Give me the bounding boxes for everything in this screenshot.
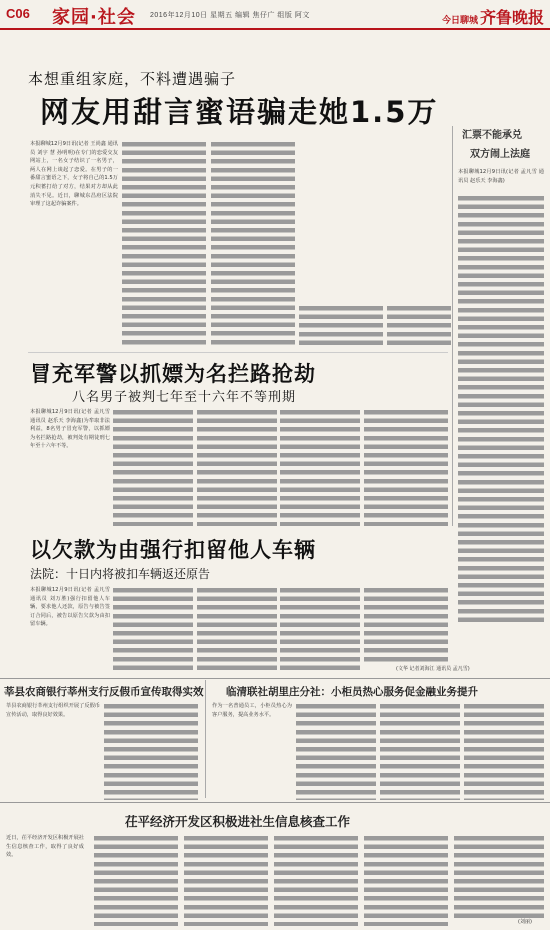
sidebar-title: 汇票不能承兑 — [462, 130, 522, 141]
sidebar-byline: 本报聊城12月9日讯(记者 孟凡雪 通讯员 赵乐天 李海鑫) — [458, 169, 544, 184]
article5-body-col3 — [380, 702, 460, 800]
article2-body-col3 — [197, 408, 277, 526]
article6-body-col4 — [274, 834, 358, 926]
article6-body-col5 — [364, 834, 448, 926]
divider — [28, 352, 448, 353]
article3-body-col4 — [280, 586, 360, 674]
article3-body-col1: 本报聊城12月9日讯(记者 孟凡雪 通讯员 刘万胜)强行扣留他人车辆，要求他人还款，原告与被告签订合同后，被告以原告欠款为由扣留车辆。 — [30, 587, 110, 628]
article1-body-col4 — [299, 304, 383, 346]
issue-meta: 2016年12月10日 星期五 编辑 焦仔广 组版 阿文 — [150, 12, 310, 19]
article2-subhead: 八名男子被判七年至十六年不等刑期 — [72, 390, 297, 405]
article2-body-col1: 本报聊城12月9日讯(记者 孟凡雪 通讯员 赵乐天 李海鑫)为牟取非法利益，8名男子冒充军警，以抓嫖为名拦路抢劫，被判处有期徒刑七年至十六年不等。 — [30, 409, 110, 450]
article3-headline: 以欠款为由强行扣留他人车辆 — [30, 538, 316, 562]
article4-body-col2 — [104, 702, 198, 800]
divider — [205, 680, 206, 798]
article1-body-col1 — [30, 140, 118, 346]
divider — [452, 126, 453, 526]
article5-body-col1: 作为一名普通员工，小柜员热心为客户服务，提高业务水平。 — [212, 703, 292, 718]
article2-body-col2 — [113, 408, 193, 526]
article3-body-col3 — [197, 586, 277, 674]
article2-headline: 冒充军警以抓嫖为名拦路抢劫 — [30, 362, 316, 386]
sidebar-body — [458, 194, 544, 626]
page-code: C06 — [6, 6, 30, 21]
article6-body-col3 — [184, 834, 268, 926]
article6-sign: (刘丽) — [518, 919, 532, 925]
article1-body-col2 — [122, 140, 206, 346]
article1-body-col5 — [387, 304, 451, 346]
logo-text: 齐鲁晚报 — [479, 8, 544, 27]
article6-body-col6 — [454, 834, 544, 918]
article1-text: 在专门的恋爱交友网站上，一名女子结识了一名男子，两人在网上谈起了恋爱。在男子的一番甜言蜜语之下，女子将自己的1.5万元积蓄打给了对方，结果对方却从此消失不见。近日，聊城东昌府区法院审理了这起诈骗案件。 — [30, 149, 118, 208]
article5-headline: 临清联社胡里庄分社：小柜员热心服务促金融业务提升 — [226, 686, 478, 698]
article3-body-col5 — [364, 586, 448, 664]
section-title: 家园·社会 — [52, 7, 136, 28]
article1-kicker: 本想重组家庭，不料遭遇骗子 — [28, 70, 237, 88]
article6-headline: 茌平经济开发区积极进社生信息核查工作 — [125, 814, 351, 829]
article3-body-col2 — [113, 586, 193, 674]
divider — [0, 678, 550, 679]
article4-headline: 莘县农商银行莘州支行反假币宣传取得实效 — [4, 686, 204, 698]
article3-sign: (文华 记者刘海江 通讯员 孟凡雪) — [396, 666, 470, 672]
sidebar-subtitle: 双方闹上法庭 — [470, 149, 530, 160]
page-header — [0, 0, 550, 30]
article1-body-col3 — [211, 140, 295, 346]
article3-subhead: 法院：十日内将被扣车辆返还原告 — [30, 567, 211, 581]
article2-body-col4 — [280, 408, 360, 526]
article1-headline: 网友用甜言蜜语骗走她1.5万 — [40, 95, 439, 129]
newspaper-logo — [442, 5, 544, 28]
article1-byline: 本报聊城12月9日讯(记者 王尚鑫 通讯员 刘宇 慧 孙明明) — [30, 141, 118, 156]
article6-body-col2 — [94, 834, 178, 926]
divider — [0, 802, 550, 803]
logo-prefix: 今日聊城 — [441, 16, 478, 26]
article2-body-col5 — [364, 408, 448, 526]
article4-body-col1: 莘县农商银行莘州支行组织开展了反假币宣传活动，取得良好效果。 — [6, 703, 100, 718]
article5-body-col2 — [296, 702, 376, 800]
article6-body-col1: 近日，茌平经济开发区积极开展社生信息核查工作，取得了良好成效。 — [6, 835, 84, 859]
article5-body-col4 — [464, 702, 544, 800]
